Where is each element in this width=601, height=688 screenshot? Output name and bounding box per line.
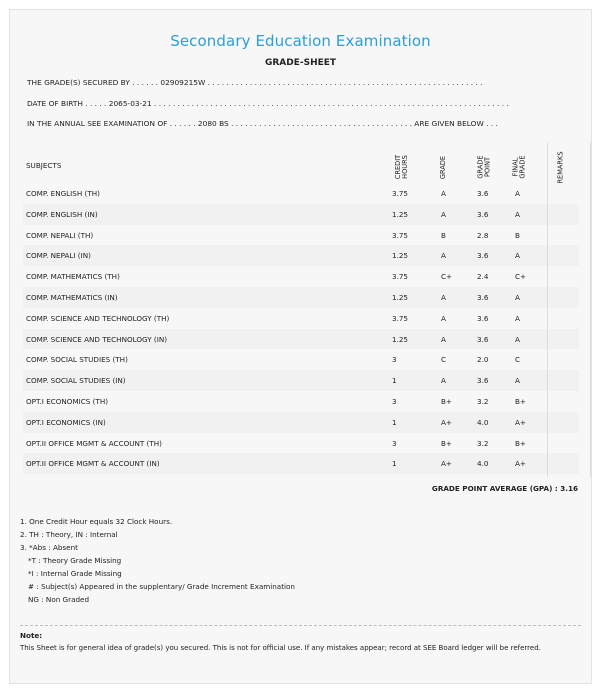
grade-cell: A [441,251,446,261]
grade-cell: A [441,376,446,386]
table-header [23,143,579,187]
subject-cell: OPT.I ECONOMICS (TH) [26,397,109,406]
grade-cell: A [441,209,446,219]
page-title: Secondary Education Examination [170,32,431,50]
credit-hours-cell: 3.75 [392,230,409,240]
table-row [23,266,579,287]
credit-hours-cell: 1 [392,459,397,469]
table-row [23,329,579,350]
credit-hours-cell: 3.75 [392,272,409,282]
grade-cell: A [441,189,446,198]
final-grade-cell: A [515,209,520,219]
note-item: # : Subject(s) Appeared in the supplentary/ Grade Increment Examination [28,582,295,591]
table-row [23,391,579,412]
table-row [23,370,579,391]
grade-point-header: GRADE POINT [477,155,492,179]
grade-point-cell: 3.6 [477,334,489,344]
grade-cell: A+ [441,417,452,427]
grade-point-cell: 2.8 [477,230,489,240]
credit-hours-cell: 1.25 [392,251,409,261]
gpa-summary [432,484,578,493]
subject-cell: COMP. NEPALI (TH) [26,230,94,240]
subject-cell: OPT.I ECONOMICS (IN) [26,417,106,427]
subject-cell: COMP. NEPALI (IN) [26,251,91,261]
final-grade-cell: A [515,251,520,261]
credit-hours-cell: 3.75 [392,313,409,323]
credit-hours-cell: 1 [392,417,397,427]
note-item: *T : Theory Grade Missing [28,556,122,565]
grade-point-cell: 2.4 [477,272,489,282]
grades-table [23,143,579,469]
final-grade-cell: A [515,293,520,302]
grade-point-cell: 3.6 [477,251,489,261]
table-row [23,349,579,370]
subjects-header: SUBJECTS [26,161,62,170]
table-row [23,433,579,454]
grade-cell: A [441,293,446,302]
footer-note-text: This Sheet is for general idea of grade(s) you secured. This is not for official use. If any mistakes appear; record at SEE Board ledger will be referred. [20,644,541,652]
grade-cell: A [441,334,446,344]
final-grade-cell: C+ [515,272,527,282]
subject-cell: OPT.II OFFICE MGMT & ACCOUNT (IN) [26,459,160,469]
credit-hours-cell: 3 [392,355,397,365]
grade-cell: B+ [441,397,452,406]
final-grade-cell: A [515,189,520,198]
credit-hours-header: CREDIT HOURS [394,154,409,180]
grade-cell: A [441,313,446,323]
note-item: 2. TH : Theory, IN : Internal [20,530,118,539]
exam-year-line: IN THE ANNUAL SEE EXAMINATION OF . . . . . . 2080 BS . . . . . . . . . . . . . . . . . . . . . . . . . . . . . . . . . . . . . . . ARE GIVEN BELOW . . . [27,119,498,128]
notes-list [20,515,295,606]
subject-cell: COMP. SCIENCE AND TECHNOLOGY (IN) [26,334,168,344]
credit-hours-cell: 3 [392,438,397,448]
note-item: 1. One Credit Hour equals 32 Clock Hours. [20,517,173,526]
grade-cell: B+ [441,438,452,448]
table-row [23,453,579,474]
page-subtitle: GRADE-SHEET [264,58,337,68]
table-row [23,204,579,225]
subject-cell: COMP. MATHEMATICS (TH) [26,272,120,282]
credit-hours-cell: 1 [392,376,397,386]
subject-cell: COMP. ENGLISH (TH) [26,189,100,198]
divider [20,625,581,626]
credit-hours-cell: 1.25 [392,334,409,344]
credit-hours-cell: 1.25 [392,209,409,219]
table-row [23,287,579,308]
grade-cell: C+ [441,272,453,282]
grade-sheet [9,9,592,684]
grade-point-cell: 4.0 [477,417,489,427]
credit-hours-cell: 3 [392,397,397,406]
grade-cell: B [441,230,446,240]
grade-cell: A+ [441,459,452,469]
final-grade-cell: B [515,230,520,240]
subject-cell: COMP. SOCIAL STUDIES (TH) [26,355,128,365]
table-row [23,225,579,246]
remarks-header: REMARKS [556,150,565,184]
table-row [23,412,579,433]
gpa-value: 3.16 [560,484,578,493]
final-grade-cell: B+ [515,397,526,406]
note-item: *I : Internal Grade Missing [28,569,122,578]
date-of-birth-line: DATE OF BIRTH . . . . . 2065-03-21 . . . . . . . . . . . . . . . . . . . . . . . . . . . . . . . . . . . . . . . . . . . . . . . . . . . . . . . . . . . . . . . . . . . . . . . . . . . . [27,99,509,108]
credit-hours-cell: 1.25 [392,293,409,302]
subject-cell: COMP. SCIENCE AND TECHNOLOGY (TH) [26,313,170,323]
footer-note-label: Note: [20,631,43,640]
note-item: NG : Non Graded [28,595,90,604]
subject-cell: OPT.II OFFICE MGMT & ACCOUNT (TH) [26,438,162,448]
grade-point-cell: 3.2 [477,438,489,448]
column-divider [590,143,591,477]
grade-point-cell: 3.6 [477,376,489,386]
grade-point-cell: 3.6 [477,313,489,323]
column-divider [547,143,548,477]
grade-point-cell: 4.0 [477,459,489,469]
grade-cell: C [441,355,447,365]
final-grade-cell: A [515,334,520,344]
final-grade-cell: A+ [515,459,526,469]
final-grade-cell: A [515,313,520,323]
grade-point-cell: 3.6 [477,209,489,219]
grade-point-cell: 3.6 [477,293,489,302]
table-row [23,183,579,204]
grade-header: GRADE [439,155,448,179]
final-grade-cell: A [515,376,520,386]
credit-hours-cell: 3.75 [392,189,409,198]
gpa-label: GRADE POINT AVERAGE (GPA) : [431,484,558,493]
final-grade-cell: A+ [515,417,526,427]
grade-point-cell: 2.0 [477,355,489,365]
subject-cell: COMP. ENGLISH (IN) [26,209,98,219]
table-row [23,245,579,266]
final-grade-cell: B+ [515,438,526,448]
table-row [23,308,579,329]
final-grade-cell: C [515,355,521,365]
grade-point-cell: 3.2 [477,397,489,406]
note-item: 3. *Abs : Absent [20,543,78,552]
final-grade-header: FINAL GRADE [512,155,527,179]
subject-cell: COMP. SOCIAL STUDIES (IN) [26,376,126,386]
subject-cell: COMP. MATHEMATICS (IN) [26,293,118,302]
grade-point-cell: 3.6 [477,189,489,198]
symbol-number-line: THE GRADE(S) SECURED BY . . . . . . 02909215W . . . . . . . . . . . . . . . . . . . . . . . . . . . . . . . . . . . . . . . . . . . . . . . . . . . . . . . . . . . [27,78,483,87]
